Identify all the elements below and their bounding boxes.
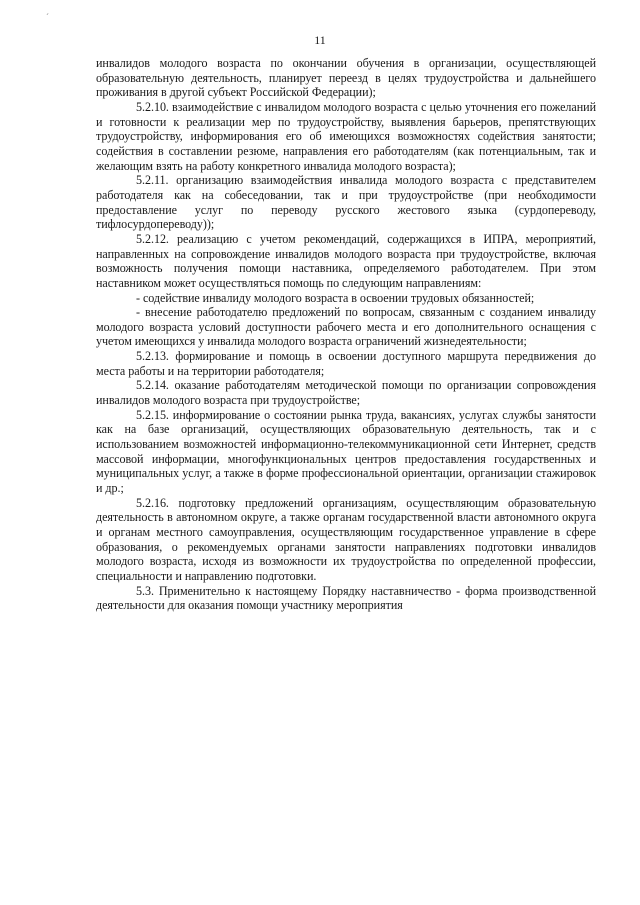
bullet-item-proposals: - внесение работодателю предложений по вопросам, связанным с созданием инвалиду молодого возраста условий доступности рабочего места и его дополнительного оснащения с учетом имеющихся у инвалида молодого возраста ограничений жизнедеятельности; xyxy=(96,305,596,349)
paragraph-5-3: 5.3. Применительно к настоящему Порядку наставничество - форма производственной деятельности для оказания помощи участнику мероприятия xyxy=(96,583,596,613)
paragraph-5-2-12: 5.2.12. реализацию с учетом рекомендаций, содержащихся в ИПРА, мероприятий, направленных на сопровождение инвалидов молодого возраста при трудоустройстве, включая возможность получения помощи наставника, определяемого работодателем. При этом наставником может осуществляться помощь по следующим направлениям: xyxy=(96,231,596,290)
paragraph-5-2-15: 5.2.15. информирование о состоянии рынка труда, вакансиях, услугах службы занятости как на базе организаций, осуществляющих образовательную деятельность, так и с использованием возможностей информационно-телекоммуникационной сети Интернет, средств массовой информации, многофункциональных центров предоставления государственных и муниципальных услуг, а также в форме профессиональной ориентации, организации стажировок и др.; xyxy=(96,407,596,496)
paragraph-5-2-11: 5.2.11. организацию взаимодействия инвалида молодого возраста с представителем работодателя как на собеседовании, так и при трудоустройстве (при необходимости предоставление услуг по переводу русского жестового языка (сурдопереводу, тифлосурдопереводу)); xyxy=(96,173,596,232)
paragraph-5-2-10: 5.2.10. взаимодействие с инвалидом молодого возраста с целью уточнения его пожеланий и готовности к реализации мер по трудоустройству, выявления барьеров, препятствующих трудоустройству, информирования его об имеющихся возможностях содействия занятости; содействия в составлении резюме, направления его работодателям (как потенциальным, так и желающим взять на работу конкретного инвалида молодого возраста); xyxy=(96,99,596,173)
document-body xyxy=(96,56,596,613)
paragraph-5-2-16: 5.2.16. подготовку предложений организациям, осуществляющим образовательную деятельность в автономном округе, а также органам государственной власти автономного округа и органам местного самоуправления, осуществляющим государственное управление в сфере образования, о рекомендуемых органами занятости направлениях подготовки инвалидов молодого возраста, исходя из возможности их трудоустройства по определенной профессии, специальности и направлению подготовки. xyxy=(96,495,596,583)
page-number: 11 xyxy=(314,33,326,47)
paragraph-continuation: инвалидов молодого возраста по окончании обучения в организации, осуществляющей образовательную деятельность, планирует переезд в целях трудоустройства и дальнейшего проживания в другой субъект Российской Федерации); xyxy=(96,56,596,100)
paragraph-5-2-13: 5.2.13. формирование и помощь в освоении доступного маршрута передвижения до места работы и на территории работодателя; xyxy=(96,349,596,378)
corner-mark: ´ xyxy=(46,12,49,22)
paragraph-5-2-14: 5.2.14. оказание работодателям методической помощи по организации сопровождения инвалидов молодого возраста при трудоустройстве; xyxy=(96,378,596,408)
bullet-item-duties: - содействие инвалиду молодого возраста в освоении трудовых обязанностей; xyxy=(136,290,535,305)
